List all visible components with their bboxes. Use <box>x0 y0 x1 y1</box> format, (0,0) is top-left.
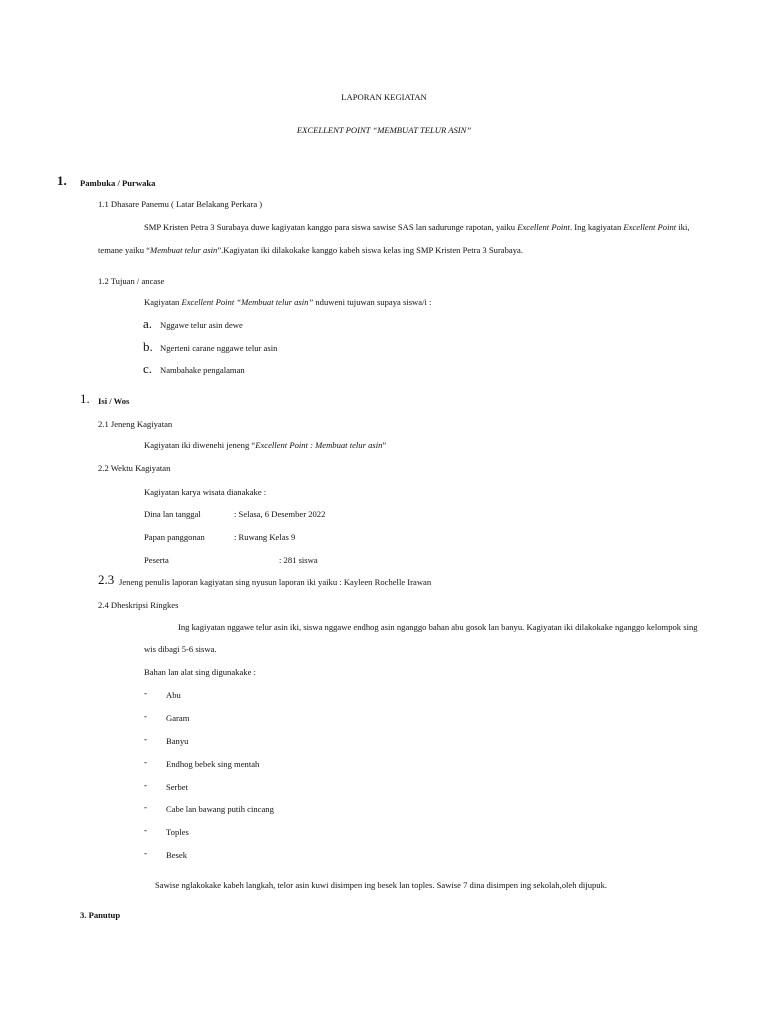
section-2-3-number: 2.3 <box>98 572 115 587</box>
material-bullet: - <box>144 711 147 721</box>
material-bullet: - <box>144 848 147 858</box>
p1-text-d: Excellent Point <box>623 222 677 232</box>
section-2-3-text: Jeneng penulis laporan kagiyatan sing nyusun laporan iki yaiku : Kayleen Rochelle Irawan <box>119 577 432 587</box>
intro-text-a: Kagiyatan <box>144 297 182 307</box>
document-subtitle <box>0 125 768 136</box>
s21-text-a: Kagiyatan iki diwenehi jeneng “ <box>144 440 256 450</box>
section-1-2-intro <box>144 297 431 308</box>
document-subtitle-text: EXCELLENT POINT “MEMBUAT TELUR ASIN” <box>296 125 472 135</box>
material-item: Garam <box>166 713 190 723</box>
goal-marker: c. <box>143 361 153 376</box>
schedule-value: : 281 siswa <box>279 555 318 565</box>
section-1-1-heading: 1.1 Dhasare Panemu ( Latar Belakang Perkara ) <box>98 199 263 209</box>
section-2-4-closing: Sawise nglakokake kabeh langkah, telor asin kuwi disimpen ing besek lan toples. Sawise 7 dina disimpen ing sekolah,oleh dijupuk. <box>155 880 608 890</box>
section-2-1-text <box>144 440 386 451</box>
intro-text-b: Excellent Point “Membuat telur asin” <box>181 297 314 307</box>
s21-text-b: Excellent Point : Membuat telur asin <box>255 440 383 450</box>
material-bullet: - <box>144 802 147 812</box>
schedule-label: Peserta <box>144 555 169 565</box>
material-bullet: - <box>144 757 147 767</box>
section-2-heading: Isi / Wos <box>98 396 130 406</box>
material-item: Abu <box>166 690 181 700</box>
section-2-number: 1. <box>80 391 90 406</box>
material-item: Banyu <box>166 736 189 746</box>
goal-marker: a. <box>143 316 153 331</box>
section-1-2-heading: 1.2 Tujuan / ancase <box>98 276 165 286</box>
document-title: LAPORAN KEGIATAN <box>341 92 427 102</box>
goal-text: Nambahake pengalaman <box>160 365 245 375</box>
materials-title: Bahan lan alat sing digunakake : <box>144 667 256 677</box>
material-item: Endhog bebek sing mentah <box>166 759 260 769</box>
p1-text-e: iki, <box>676 222 690 232</box>
section-2-1-heading: 2.1 Jeneng Kagiyatan <box>98 419 173 429</box>
material-bullet: - <box>144 825 147 835</box>
section-2-4-paragraph-line-1: Ing kagiyatan nggawe telur asin iki, siswa nggawe endhog asin nganggo bahan abu gosok lan banyu. Kagiyatan iki dilakokake nganggo kelompok sing <box>178 622 698 632</box>
schedule-label: Dina lan tanggal <box>144 509 201 519</box>
material-bullet: - <box>144 780 147 790</box>
p2-text-a: temane yaiku “ <box>98 245 151 255</box>
goal-text: Ngerteni carane nggawe telur asin <box>160 343 278 353</box>
material-item: Besek <box>166 850 188 860</box>
section-1-heading: Pambuka / Purwaka <box>80 178 156 188</box>
p2-text-c: ”.Kagiyatan iki dilakokake kanggo kabeh siswa kelas ing SMP Kristen Petra 3 Surabaya. <box>217 245 523 255</box>
section-1-1-paragraph-line-2 <box>98 245 523 256</box>
p2-text-b: Membuat telur asin <box>150 245 218 255</box>
material-bullet: - <box>144 688 147 698</box>
section-2-2-intro: Kagiyatan karya wisata dianakake : <box>144 487 267 497</box>
material-item: Serbet <box>166 782 188 792</box>
s21-text-c: ” <box>382 440 387 450</box>
intro-text-c: nduweni tujuwan supaya siswa/i : <box>313 297 432 307</box>
schedule-value: : Ruwang Kelas 9 <box>234 532 296 542</box>
section-2-4-paragraph-line-2: wis dibagi 5-6 siswa. <box>144 644 217 654</box>
schedule-value: : Selasa, 6 Desember 2022 <box>234 509 326 519</box>
section-2-4-heading: 2.4 Dheskripsi Ringkes <box>98 600 179 610</box>
p1-text-a: SMP Kristen Petra 3 Surabaya duwe kagiyatan kanggo para siswa sawise SAS lan sadurunge rapotan, yaiku <box>144 222 518 232</box>
p1-text-b: Excellent Point <box>517 222 570 232</box>
goal-marker: b. <box>143 339 153 354</box>
section-1-1-paragraph-line-1 <box>144 222 690 233</box>
material-item: Cabe lan bawang putih cincang <box>166 804 274 814</box>
material-item: Toples <box>166 827 189 837</box>
p1-text-c: . Ing kagiyatan <box>569 222 624 232</box>
section-1-number: 1. <box>57 173 67 188</box>
section-2-2-heading: 2.2 Wektu Kagiyatan <box>98 463 171 473</box>
section-3-heading: 3. Panutup <box>80 910 121 920</box>
material-bullet: - <box>144 734 147 744</box>
goal-text: Nggawe telur asin dewe <box>160 320 243 330</box>
schedule-label: Papan panggonan <box>144 532 205 542</box>
